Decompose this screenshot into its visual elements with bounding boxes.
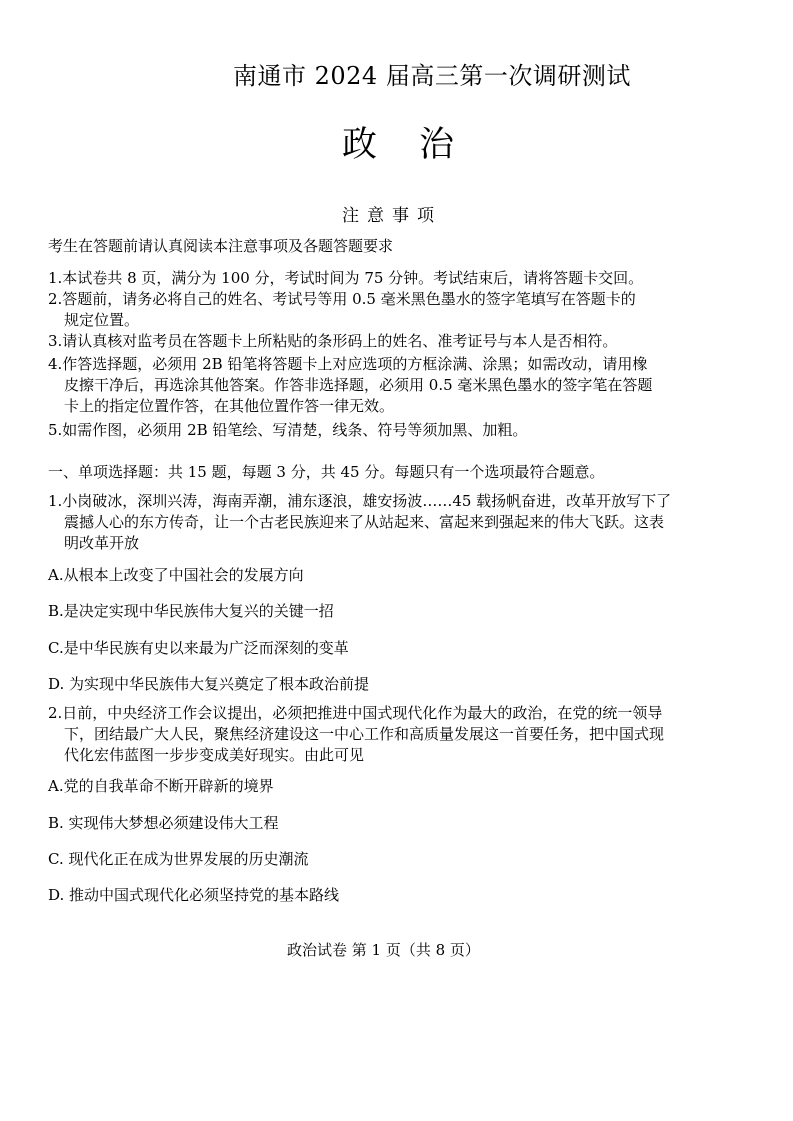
question-stem-line: 代化宏伟蓝图一步步变成美好现实。由此可见 xyxy=(64,746,365,764)
notice-item-5 xyxy=(48,420,738,441)
notice-item-line: 规定位置。 xyxy=(64,311,140,329)
notice-item-line: 皮擦干净后，再选涂其他答案。作答非选择题，必须用 0.5 毫米黑色墨水的签字笔在答题 xyxy=(64,376,653,394)
question-stem-line: 2.日前，中央经济工作会议提出，必须把推进中国式现代化作为最大的政治，在党的统一领导 xyxy=(48,704,663,722)
notice-item-1 xyxy=(48,268,738,289)
question-2-stem xyxy=(48,703,738,766)
notice-item-line: 卡上的指定位置作答，在其他位置作答一律无效。 xyxy=(64,397,395,415)
exam-title: 南通市 2024 届高三第一次调研测试 xyxy=(233,62,631,90)
question-stem-line: 下，团结最广大人民，聚焦经济建设这一中心工作和高质量发展这一首要任务，把中国式现 xyxy=(64,725,665,743)
question-2-option-b: B. 实现伟大梦想必须建设伟大工程 xyxy=(48,814,279,832)
notice-item-line: 2.答题前，请务必将自己的姓名、考试号等用 0.5 毫米黑色墨水的签字笔填写在答题卡的 xyxy=(48,290,636,308)
subject-title: 政治 xyxy=(342,125,497,165)
notice-item-line: 3.请认真核对监考员在答题卡上所粘贴的条形码上的姓名、准考证号与本人是否相符。 xyxy=(48,332,618,350)
notice-heading: 注意事项 xyxy=(342,206,442,226)
section-heading: 一、单项选择题：共 15 题，每题 3 分，共 45 分。每题只有一个选项最符合题意。 xyxy=(48,463,605,481)
question-stem-line: 明改革开放 xyxy=(64,534,140,552)
question-1-stem xyxy=(48,491,738,554)
question-1-option-d: D. 为实现中华民族伟大复兴奠定了根本政治前提 xyxy=(48,675,370,693)
question-1-option-b: B.是决定实现中华民族伟大复兴的关键一招 xyxy=(48,602,334,620)
page-footer: 政治试卷 第 1 页（共 8 页） xyxy=(287,941,480,959)
notice-item-4 xyxy=(48,354,738,417)
question-stem-line: 1.小岗破冰，深圳兴涛，海南弄潮，浦东逐浪，雄安扬波……45 载扬帆奋进，改革开放写下了 xyxy=(48,492,672,510)
question-2-option-d: D. 推动中国式现代化必须坚持党的基本路线 xyxy=(48,886,340,904)
notice-item-2 xyxy=(48,289,738,331)
notice-item-line: 1.本试卷共 8 页，满分为 100 分，考试时间为 75 分钟。考试结束后，请将答题卡交回。 xyxy=(48,269,644,287)
question-2-option-c: C. 现代化正在成为世界发展的历史潮流 xyxy=(48,850,309,868)
question-stem-line: 震撼人心的东方传奇，让一个古老民族迎来了从站起来、富起来到强起来的伟大飞跃。这表 xyxy=(64,513,665,531)
notice-item-line: 4.作答选择题，必须用 2B 铅笔将答题卡上对应选项的方框涂满、涂黑；如需改动，请用橡 xyxy=(48,355,648,373)
question-1-option-c: C.是中华民族有史以来最为广泛而深刻的变革 xyxy=(48,639,349,657)
notice-item-3 xyxy=(48,331,738,352)
question-2-option-a: A.党的自我革命不断开辟新的境界 xyxy=(48,777,274,795)
notice-intro: 考生在答题前请认真阅读本注意事项及各题答题要求 xyxy=(48,237,394,255)
notice-item-line: 5.如需作图，必须用 2B 铅笔绘、写清楚，线条、符号等须加黑、加粗。 xyxy=(48,421,528,439)
question-1-option-a: A.从根本上改变了中国社会的发展方向 xyxy=(48,566,304,584)
